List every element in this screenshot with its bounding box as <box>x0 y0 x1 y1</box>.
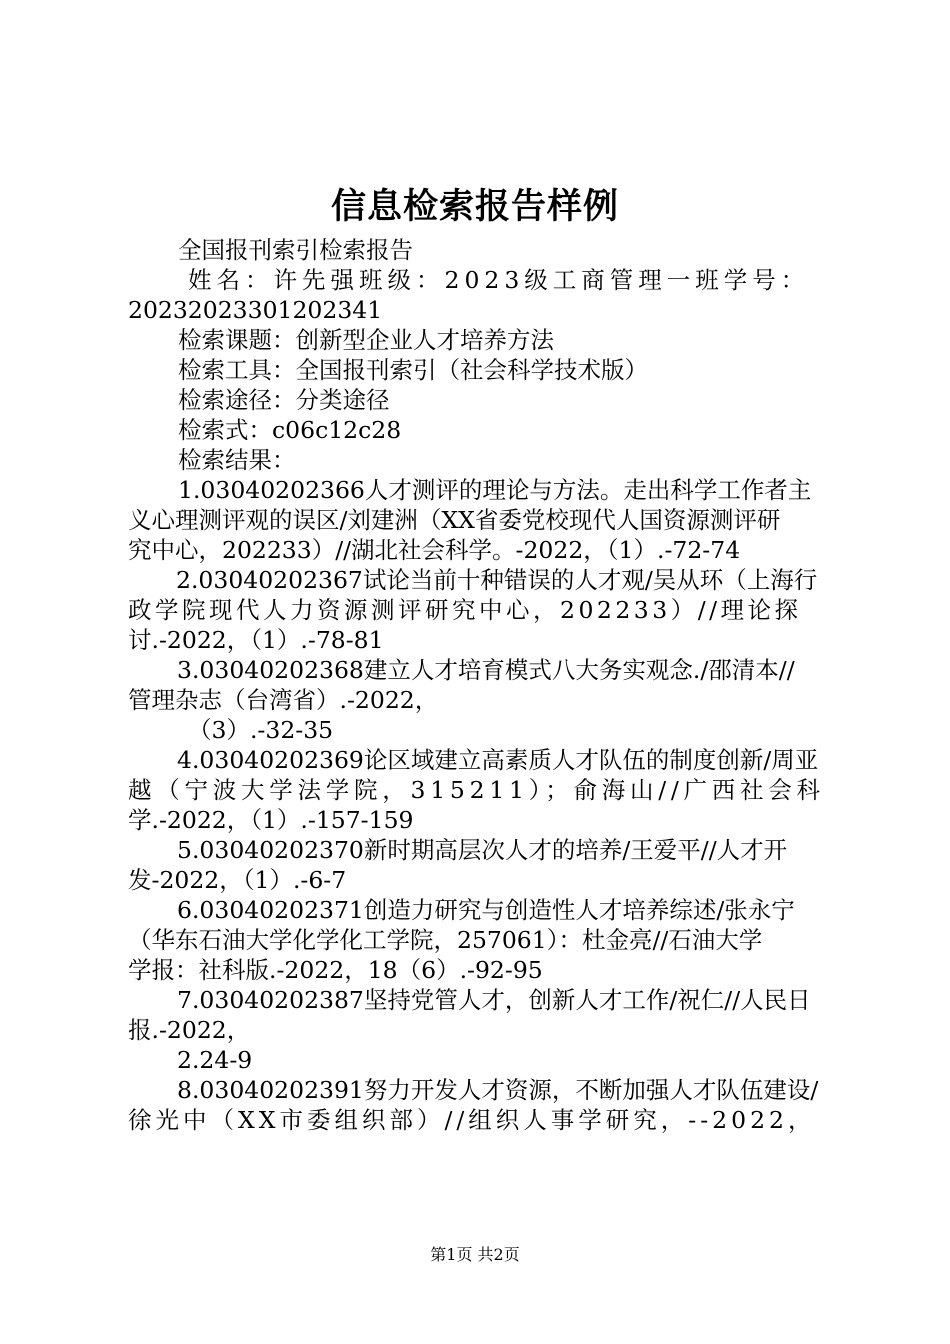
document-body <box>128 235 831 1135</box>
result-item-2-cont: 政学院现代人力资源测评研究中心，202233）//理论探 <box>128 596 802 624</box>
search-expression: 检索式：c06c12c28 <box>178 416 402 444</box>
search-topic: 检索课题：创新型企业人才培养方法 <box>178 326 554 354</box>
student-number: 20232023301202341 <box>128 296 383 324</box>
result-item-1-cont: 究中心，202233）//湖北社会科学。-2022，（1）.-72-74 <box>128 536 741 564</box>
result-item-4: 4.03040202369论区域建立高素质人才队伍的制度创新/周亚 <box>177 746 819 774</box>
result-item-7-cont: 报.-2022， <box>128 1016 251 1044</box>
student-info-line: 姓名：许先强班级：2023级工商管理一班学号： <box>188 266 810 294</box>
result-item-6: 6.03040202371创造力研究与创造性人才培养综述/张永宁 <box>177 896 795 924</box>
result-item-1: 1.03040202366人才测评的理论与方法。走出科学工作者主 <box>178 476 812 504</box>
result-item-5: 5.03040202370新时期高层次人才的培养/王爱平//人才开 <box>177 836 788 864</box>
result-item-7: 7.03040202387坚持党管人才，创新人才工作/祝仁//人民日 <box>177 986 811 1014</box>
report-heading: 全国报刊索引检索报告 <box>178 236 413 264</box>
result-item-2-cont: 讨.-2022，（1）.-78-81 <box>128 626 384 654</box>
result-item-4-cont: 学.-2022，（1）.-157-159 <box>128 806 414 834</box>
search-results-label: 检索结果： <box>178 446 296 474</box>
search-path: 检索途径：分类途径 <box>178 386 390 414</box>
search-tool: 检索工具：全国报刊索引（社会科学技术版） <box>178 356 648 384</box>
result-item-2: 2.03040202367试论当前十种错误的人才观/吴从环（上海行 <box>176 566 818 594</box>
result-item-6-cont: 学报：社科版.-2022，18（6）.-92-95 <box>128 956 543 984</box>
result-item-7-cont: 2.24-9 <box>177 1046 253 1074</box>
result-item-3: 3.03040202368建立人才培育模式八大务实观念./邵清本// <box>177 656 795 684</box>
result-item-8: 8.03040202391努力开发人才资源，不断加强人才队伍建设/ <box>177 1076 819 1104</box>
result-item-3-cont: 管理杂志（台湾省）.-2022， <box>128 686 439 714</box>
result-item-6-cont: （华东石油大学化学化工学院，257061）：杜金亮//石油大学 <box>128 926 763 954</box>
result-item-8-cont: 徐光中（XX市委组织部）//组织人事学研究，--2022， <box>128 1106 816 1134</box>
result-item-1-cont: 义心理测评观的误区/刘建洲（XX省委党校现代人国资源测评研 <box>128 506 781 534</box>
result-item-5-cont: 发-2022，（1）.-6-7 <box>128 866 347 894</box>
document-title: 信息检索报告样例 <box>330 186 619 227</box>
result-item-4-cont: 越（宁波大学法学院，315211）；俞海山//广西社会科 <box>128 776 825 804</box>
result-item-3-cont: （3）.-32-35 <box>188 716 334 744</box>
page-footer: 第1页 共2页 <box>430 1245 520 1264</box>
